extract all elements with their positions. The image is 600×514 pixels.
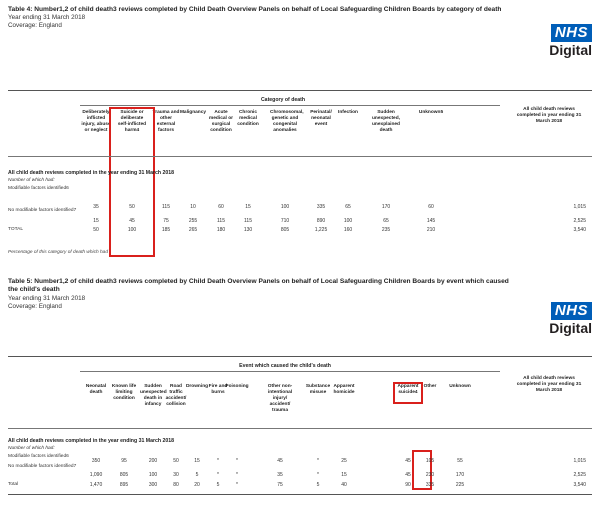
table5-year: Year ending 31 March 2018 — [8, 294, 86, 302]
t5-row-label: Modifiable factors identified6 — [8, 454, 69, 459]
t4-cell: 335 — [316, 204, 326, 210]
t4-col-header: Sudden unexpected, unexplained death — [372, 110, 400, 133]
t4-col-header: Chromosomal, genetic and congenital anomalies — [270, 110, 304, 133]
t4-col-header: Deliberately inflicted injury, abuse or neglect — [81, 110, 111, 133]
nhs-logo-mark-2: NHS — [551, 302, 592, 320]
t5-cell: 45 — [277, 458, 283, 464]
t4-row-label: TOTAL — [8, 227, 24, 232]
t4-row-label: No modifiable factors identified7 — [8, 208, 77, 213]
t5-col-header: Substance misuse — [305, 384, 331, 395]
t4-cell: 170 — [381, 204, 391, 210]
t5-cell: 335 — [425, 482, 435, 488]
nhs-logo-digital-2: Digital — [549, 320, 592, 336]
nhs-logo-mark: NHS — [551, 24, 592, 42]
t4-cell: 115 — [244, 218, 252, 224]
t4-cell: 115 — [217, 218, 225, 224]
t5-cell: 80 — [173, 482, 179, 488]
t5-cell: * — [217, 472, 219, 478]
table4-header-rule — [8, 156, 592, 157]
t4-cell: 235 — [381, 227, 391, 233]
table5-coverage: Coverage: England — [8, 302, 62, 310]
table4-suicide-highlight — [109, 107, 155, 257]
t5-cell: 1,090 — [89, 472, 103, 478]
t5-cell: 350 — [91, 458, 101, 464]
table5-event-header: Event which caused the child's death — [239, 363, 331, 369]
nhs-logo-digital: Digital — [549, 42, 592, 58]
t5-cell: 170 — [455, 472, 465, 478]
t5-cell: 895 — [119, 482, 129, 488]
t4-cell: 710 — [280, 218, 290, 224]
t5-col-header: Drowning — [185, 384, 209, 389]
t5-cell: 75 — [277, 482, 283, 488]
t5-col-header: Fire and burns — [208, 384, 228, 395]
t5-cell: * — [317, 458, 319, 464]
t5-cell: 225 — [455, 482, 465, 488]
table4-top-rule — [8, 90, 592, 91]
table5-top-rule — [8, 356, 592, 357]
t4-cell: 10 — [190, 204, 196, 210]
t5-row-total: 1,015 — [573, 458, 586, 464]
t5-cell: 30 — [173, 472, 179, 478]
t4-cell: 145 — [426, 218, 436, 224]
table5-header-rule — [8, 428, 592, 429]
t4-cell: 65 — [345, 204, 351, 210]
t5-cell: 40 — [341, 482, 347, 488]
t4-cell: 60 — [218, 204, 224, 210]
t5-cell: 5 — [195, 472, 199, 478]
t4-col-header: Trauma and other external factors — [152, 110, 180, 133]
t4-cell: 890 — [316, 218, 326, 224]
t5-cell: 20 — [194, 482, 200, 488]
t4-cell: 255 — [188, 218, 198, 224]
t5-cell: 50 — [173, 458, 179, 464]
table4-category-header: Category of death — [260, 97, 306, 103]
t5-cell: 45 — [405, 458, 411, 464]
table4-total-header: All child death reviews completed in year ending 31 March 2018 — [516, 107, 582, 124]
t4-col-header: Unknown5 — [418, 110, 444, 115]
t5-col-header: Apparent suicide4 — [397, 384, 419, 395]
t4-row-total: 2,525 — [573, 218, 586, 224]
t4-cell: 160 — [343, 227, 353, 233]
t5-cell: 15 — [341, 472, 347, 478]
t4-cell: 15 — [245, 204, 251, 210]
t4-cell: 180 — [216, 227, 226, 233]
t4-cell: 65 — [383, 218, 389, 224]
t4-cell: 210 — [426, 227, 436, 233]
t4-cell: 50 — [129, 204, 135, 210]
t5-cell: 15 — [194, 458, 200, 464]
t4-col-header: Malignancy — [179, 110, 207, 115]
table4 — [8, 88, 592, 260]
nhs-digital-logo-2 — [528, 302, 592, 337]
t5-cell: 90 — [405, 482, 411, 488]
t4-cell: 1,225 — [314, 227, 328, 233]
t5-cell: * — [236, 472, 238, 478]
t5-cell: * — [217, 458, 219, 464]
table5-event-rule — [80, 371, 500, 372]
t5-col-header: Poisoning — [225, 384, 249, 389]
t4-col-header: Perinatal/ neonatal event — [310, 110, 332, 127]
t5-cell: 300 — [148, 482, 158, 488]
t5-row-total: 3,540 — [573, 482, 586, 488]
t5-row-label: No modifiable factors identified7 — [8, 464, 77, 469]
t5-cell: 25 — [341, 458, 347, 464]
t5-cell: 200 — [148, 458, 158, 464]
t4-cell: 115 — [162, 204, 170, 210]
t5-col-header: Known life limiting condition — [111, 384, 137, 401]
t4-cell: 100 — [127, 227, 137, 233]
t5-cell: 55 — [457, 458, 463, 464]
t5-cell: 45 — [405, 472, 411, 478]
table4-section — [8, 6, 592, 30]
t5-cell: 805 — [119, 472, 129, 478]
t4-cell: 265 — [188, 227, 198, 233]
t4-cell: 805 — [280, 227, 290, 233]
table4-group-label: All child death reviews completed in the year ending 31 March 2018 — [8, 170, 175, 176]
t4-cell: 100 — [280, 204, 290, 210]
t4-cell: 185 — [161, 227, 171, 233]
t5-col-header: Road traffic accident/ collision — [165, 384, 187, 407]
table5-suicide-header-highlight — [393, 382, 423, 404]
t5-col-header: Apparent homicide — [333, 384, 355, 395]
t5-cell: 5 — [216, 482, 220, 488]
t5-col-header: Unknown — [449, 384, 471, 389]
table4-category-rule — [80, 105, 500, 106]
t5-cell: 105 — [425, 458, 435, 464]
t5-cell: 1,470 — [89, 482, 103, 488]
table4-note: Percentage of this category of death which had — [8, 250, 108, 255]
t5-row-total: 2,525 — [573, 472, 586, 478]
t4-cell: 100 — [343, 218, 353, 224]
t4-cell: 60 — [428, 204, 434, 210]
table5-total-header: All child death reviews completed in year ending 31 March 2018 — [516, 376, 582, 393]
table4-year: Year ending 31 March 2018 — [8, 14, 86, 22]
t4-cell: 15 — [93, 218, 99, 224]
t5-cell: 230 — [425, 472, 435, 478]
table5-section — [8, 278, 592, 311]
t5-row-label: Total — [8, 482, 19, 487]
table5 — [8, 354, 592, 510]
t4-cell: 50 — [93, 227, 99, 233]
t5-cell: * — [317, 472, 319, 478]
t4-row-total: 3,540 — [573, 227, 586, 233]
t4-cell: 35 — [93, 204, 99, 210]
table5-group-label: All child death reviews completed in the year ending 31 March 2018 — [8, 438, 175, 444]
table5-bottom-rule — [8, 494, 592, 495]
t4-col-header: Acute medical or surgical condition — [209, 110, 233, 133]
table4-title: Table 4: Number1,2 of child death3 reviews completed by Child Death Overview Panels on behalf of Local Safeguarding Children Boards by category of death — [8, 6, 502, 13]
table5-title: Table 5: Number1,2 of child death3 reviews completed by Child Death Overview Panels on behalf of Local Safeguarding Children Boards by event which caused the child's death — [8, 278, 509, 294]
table4-coverage: Coverage: England — [8, 22, 62, 30]
t5-col-header: Neonatal death — [85, 384, 107, 395]
t4-row-label: Modifiable factors identified6 — [8, 186, 69, 191]
t4-cell: 130 — [243, 227, 253, 233]
table5-sub-label: Number of which had: — [8, 446, 55, 451]
t4-row-total: 1,015 — [573, 204, 586, 210]
t5-col-header: Sudden unexpected death in infancy — [140, 384, 167, 407]
t5-cell: * — [236, 458, 238, 464]
t4-col-header: Suicide or deliberate self-inflicted harm4 — [117, 110, 147, 133]
t4-cell: 75 — [163, 218, 169, 224]
t4-col-header: Infection — [338, 110, 358, 115]
t5-col-header: Other non-intentional injury/ accident/ trauma — [267, 384, 293, 413]
t5-cell: 35 — [277, 472, 283, 478]
t4-cell: 45 — [129, 218, 135, 224]
t5-cell: 5 — [316, 482, 320, 488]
nhs-digital-logo — [528, 24, 592, 59]
t5-cell: * — [236, 482, 238, 488]
t4-col-header: Chronic medical condition — [237, 110, 259, 127]
t5-cell: 95 — [121, 458, 127, 464]
t5-cell: 100 — [148, 472, 158, 478]
table4-sub-label: Number of which had: — [8, 178, 55, 183]
t5-col-header: Other — [423, 384, 437, 389]
